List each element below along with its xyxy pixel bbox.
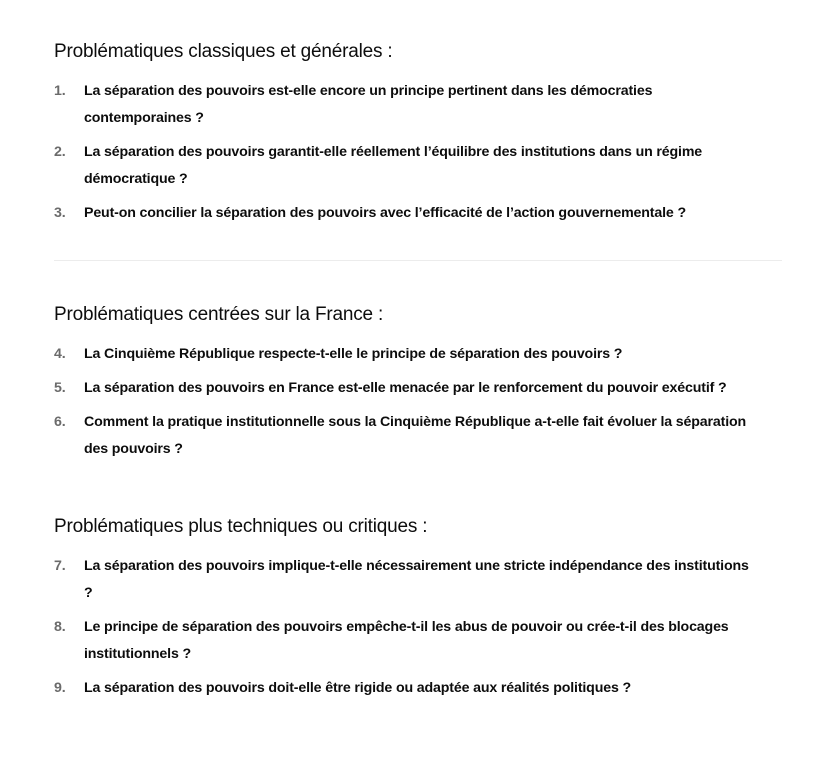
section-classic (54, 40, 794, 234)
list-item (54, 375, 822, 402)
item-text: La séparation des pouvoirs est-elle encore un principe pertinent dans les démocraties contemporaines ? (84, 83, 653, 126)
item-text: La Cinquième République respecte-t-elle le principe de séparation des pouvoirs ? (84, 346, 623, 362)
list-item (54, 614, 744, 668)
item-number: 8. (54, 619, 66, 635)
item-number: 4. (54, 346, 66, 362)
item-text: La séparation des pouvoirs garantit-elle réellement l’équilibre des institutions dans un régime démocratique ? (84, 144, 703, 187)
list-item (54, 675, 794, 702)
problem-list (54, 553, 794, 702)
list-item (54, 553, 754, 607)
item-text: La séparation des pouvoirs implique-t-elle nécessairement une stricte indépendance des institutions ? (84, 558, 749, 601)
item-number: 2. (54, 144, 66, 160)
item-text: Peut-on concilier la séparation des pouvoirs avec l’efficacité de l’action gouvernementale ? (84, 205, 686, 221)
item-number: 5. (54, 380, 66, 396)
item-number: 6. (54, 414, 66, 430)
section-title: Problématiques centrées sur la France : (54, 304, 384, 325)
list-item (54, 78, 724, 132)
list-item (54, 409, 764, 463)
item-text: Comment la pratique institutionnelle sous la Cinquième République a-t-elle fait évoluer la séparation des pouvoirs ? (84, 414, 747, 457)
section-title: Problématiques plus techniques ou critiques : (54, 516, 428, 537)
problem-list (54, 341, 794, 463)
section-title: Problématiques classiques et générales : (54, 41, 393, 62)
item-text: La séparation des pouvoirs en France est-elle menacée par le renforcement du pouvoir exécutif ? (84, 380, 727, 396)
list-item (54, 200, 794, 227)
item-number: 7. (54, 558, 66, 574)
item-number: 3. (54, 205, 66, 221)
item-number: 9. (54, 680, 66, 696)
item-text: Le principe de séparation des pouvoirs empêche-t-il les abus de pouvoir ou crée-t-il des blocages institutionnels ? (84, 619, 729, 662)
list-item (54, 341, 794, 368)
list-item (54, 139, 784, 193)
section-divider (54, 260, 782, 261)
item-text: La séparation des pouvoirs doit-elle être rigide ou adaptée aux réalités politiques ? (84, 680, 632, 696)
item-number: 1. (54, 83, 66, 99)
section-france (54, 303, 794, 470)
section-technical (54, 515, 794, 709)
problem-list (54, 78, 794, 227)
